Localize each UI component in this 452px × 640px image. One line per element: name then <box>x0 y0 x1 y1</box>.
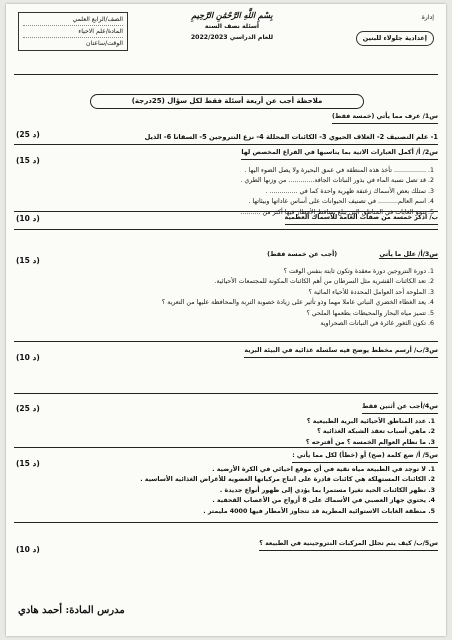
question-3a-heading <box>14 250 438 261</box>
question-2a-title: س2/ أ/ أكمل العبارات الاتية بما يناسبها في الفراغ المخصص لها <box>241 148 438 160</box>
list-item: 1. دورة النتروجين دورة معقدة وتكون ثابتة بنفس الوقت ؟ <box>14 267 426 278</box>
list-item: 3. ما نظام العوالم الخمسة ؟ من أقترحه ؟ <box>14 438 426 449</box>
list-item: 3. الملوحة أحد العوامل المحددة للأحياء المائية ؟ <box>14 288 426 299</box>
class-info-box <box>18 12 128 51</box>
list-item: 1. عدد المناطق الأحيائية البرية الطبيعية ؟ <box>14 417 426 428</box>
exam-header <box>12 8 440 68</box>
list-item: 4. يحتوي جهاز العصبي في الأسماك على 8 أزواج من الأعصاب القحفية . <box>14 496 426 507</box>
question-1-marks: (25 د) <box>16 130 40 139</box>
q3b-divider <box>14 393 438 394</box>
question-5b <box>14 539 438 551</box>
time-label: الوقت/ساعتان <box>86 40 123 47</box>
question-3a-subtitle: (أجب عن خمسة فقط) <box>267 251 338 258</box>
q2a-divider <box>14 211 438 212</box>
q4-divider <box>14 447 438 448</box>
list-item: 5. تتميز مياه البحار والمحيطات بطعمها الملحي ؟ <box>14 309 426 320</box>
header-divider <box>14 74 438 75</box>
q1-divider <box>14 144 438 145</box>
list-item: 2. قد تصل نسبة الماء في بذور النباتات الجافة............. من وزنها الطري . <box>14 176 426 187</box>
exam-title: أسئلة نصف السنة <box>204 23 260 30</box>
question-2a <box>14 148 438 218</box>
list-item: 5. منطقة الغابات الاستوائية المطرية قد تتجاوز الأمطار فيها 4000 مليمتر . <box>14 507 426 518</box>
list-item: 2. الكائنات المستهلكة هي كائنات قادرة على انتاج مركباتها العضوية للأغراض الغذائية الأساسية . <box>14 475 426 486</box>
question-2b-title: ب/ أذكر خمسة من صفات العامة للأسماك العظمية <box>285 213 438 225</box>
question-3b-marks: (10 د) <box>16 353 40 362</box>
list-item: 3. تظهر الكائنات الحية تغيرا مستمرا بما يؤدي إلى ظهور أنواع جديدة . <box>14 486 426 497</box>
question-4-title: س4/أجب عن أثنين فقط <box>362 402 438 414</box>
question-3b <box>14 346 438 358</box>
list-item: 4. يعد الغطاء الخضري النباتي عاملا مهما وذو تأثير على زيادة خصوبة التربة والمحافظة عليها من التعرية ؟ <box>14 298 426 309</box>
teacher-signature: مدرس المادة: أحمد هادي <box>18 605 125 616</box>
question-5b-title: س5/ب/ كيف يتم تحلل المركبات النتروجينية في الطبيعة ؟ <box>259 539 438 551</box>
school-name: إعدادية جلولاء للبنين <box>356 31 434 46</box>
question-3b-title: س3/ب/ أرسم مخطط يوضح فيه سلسلة غذائية في البيئة البرية <box>244 346 438 358</box>
question-2a-marks: (15 د) <box>16 156 40 165</box>
q3a-divider <box>14 341 438 342</box>
list-item: 1. لا توجد في الطبيعة مياه نقية في أي موقع احيائي في الكرة الأرضية . <box>14 465 426 476</box>
administration-label: إدارة <box>421 14 434 21</box>
list-item: 3. تمتلك بعض الأسماك زعنفة ظهرية واحدة كما في .............. . <box>14 187 426 198</box>
question-5a-marks: (15 د) <box>16 459 40 468</box>
list-item: 5. تنمو الغابات في المناطق التي يبلغ تساقط الأمطار فيها أكثر من .......... <box>14 208 426 219</box>
question-5a <box>14 451 438 517</box>
question-4-list <box>14 417 438 449</box>
bismillah: بِسْمِ اللَّهِ الرَّحْمَٰنِ الرَّحِيمِ <box>191 10 273 20</box>
class-label: الصف/الرابع العلمي <box>23 14 123 26</box>
question-5a-title: س5/ أ/ ضع كلمة (صح) أو (خطأ) لكل مما يأتي : <box>292 451 438 463</box>
school-block <box>356 12 434 46</box>
instructions-note: ملاحظة أجب عن أربعة أسئلة فقط لكل سؤال (25درجة) <box>90 94 364 109</box>
list-item: 2. ماهي أسباب تعقد الشبكة الغذائية ؟ <box>14 427 426 438</box>
question-3a-list <box>14 267 438 330</box>
list-item: 6. تكون الثغور غائرة في النباتات الصحراوية <box>14 319 426 330</box>
question-2b <box>14 213 438 225</box>
exam-paper <box>6 4 446 636</box>
title-block <box>142 10 322 43</box>
question-2b-marks: (10 د) <box>16 214 40 223</box>
question-3a-title: س3/أ/ علل ما يأتي <box>379 251 438 258</box>
list-item: 1. ................ تأخذ هذه المنطقة في عمق البحيرة ولا يصل الضوء اليها . <box>14 166 426 177</box>
list-item: 4. اسم العالم.......... في تصنيف الحيوانات على أساس عاداتها وبيئاتها . <box>14 197 426 208</box>
question-4-marks: (25 د) <box>16 404 40 413</box>
list-item: 2. تعد الكائنات القشرية مثل السرطان من أهم الكائنات المكونة للمجتمعات الأحيائية. <box>14 277 426 288</box>
exam-year: للعام الدراسي 2022/2023 <box>190 34 274 41</box>
question-5a-list <box>14 465 438 518</box>
question-3a <box>14 250 438 330</box>
q2b-divider <box>14 229 438 230</box>
question-1-terms: 1- علم التصنيف 2- الغلاف الحيوي 3- الكائنات المحللة 4- نزع النتروجين 5- السفانا 6- الذيل <box>144 132 438 141</box>
question-1 <box>14 112 438 142</box>
subject-label: المادة/علم الاحياء <box>23 26 123 38</box>
question-4 <box>14 402 438 448</box>
question-1-title: س1/ عرف مما يأتي (خمسة فقط) <box>332 112 438 124</box>
q5a-divider <box>14 522 438 523</box>
question-5b-marks: (10 د) <box>16 545 40 554</box>
question-3a-marks: (15 د) <box>16 256 40 265</box>
